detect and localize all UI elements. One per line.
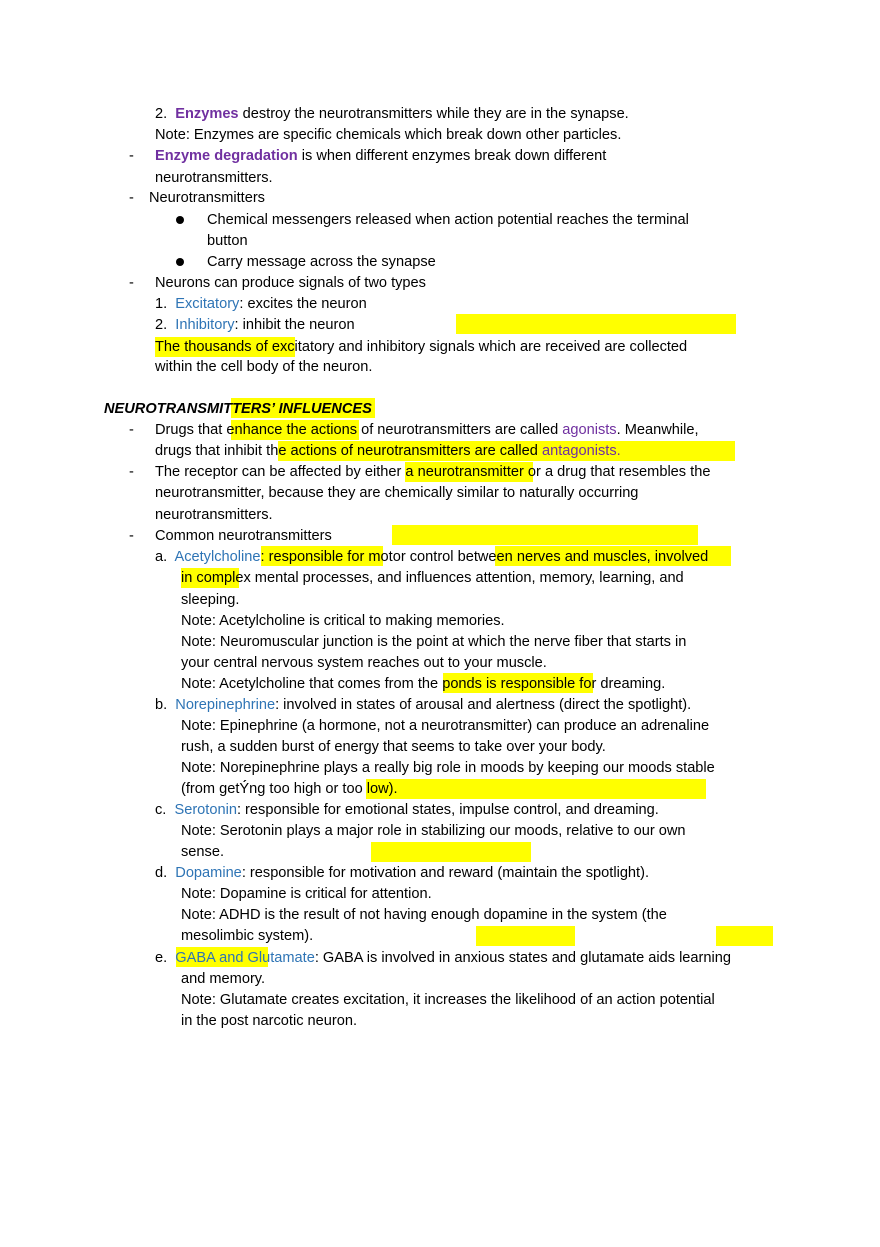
bullet-icon bbox=[176, 252, 184, 272]
text: . Meanwhile, bbox=[616, 422, 699, 438]
ser-note-cont: sense. bbox=[181, 844, 224, 860]
nt-bullet-2: Carry message across the synapse bbox=[207, 254, 436, 270]
signals-item-1 bbox=[155, 294, 367, 314]
text: TERS’ INFLUENCES bbox=[232, 401, 372, 417]
ach-line-3: sleeping. bbox=[181, 592, 240, 608]
dash-marker: - bbox=[129, 275, 134, 291]
text: : responsible for emotional states, impulse control, and dreaming. bbox=[236, 802, 659, 818]
ser-note: Note: Serotonin plays a major role in stabilizing our moods, relative to our own bbox=[181, 823, 686, 839]
text: drugs that inhibit bbox=[155, 443, 267, 459]
section-heading bbox=[104, 399, 372, 419]
highlight-mark bbox=[392, 525, 698, 545]
nor-note-2: Note: Norepinephrine plays a really big role in moods by keeping our moods stable bbox=[181, 760, 715, 776]
text: : involved in states of arousal and alertness (direct the spotlight). bbox=[275, 697, 692, 713]
list-letter: e. bbox=[155, 950, 168, 966]
keyword-enzymes: Enzymes bbox=[175, 106, 239, 122]
text: ved bbox=[684, 549, 709, 565]
term-and-glu: and Glu bbox=[215, 950, 271, 966]
ach-line-2 bbox=[181, 568, 684, 588]
highlight-mark bbox=[716, 926, 773, 946]
drugs-line bbox=[155, 420, 699, 440]
term-serotonin: Serotonin bbox=[174, 802, 237, 818]
text: oo low). bbox=[346, 781, 398, 797]
highlight-mark bbox=[366, 779, 706, 799]
nor-note-1: Note: Epinephrine (a hormone, not a neurotransmitter) can produce an adrenaline bbox=[181, 718, 710, 734]
highlight-mark bbox=[456, 314, 736, 334]
text: . bbox=[616, 443, 621, 459]
text: : responsible for bbox=[260, 549, 365, 565]
text: (from getÝ́ng too high or t bbox=[181, 781, 347, 797]
list-letter: a. bbox=[155, 549, 168, 565]
highlight-mark bbox=[371, 842, 531, 862]
dash-marker: - bbox=[129, 148, 134, 164]
nor-note-1-cont: rush, a sudden burst of energy that seems to take over your body. bbox=[181, 739, 606, 755]
text: Drugs that bbox=[155, 422, 227, 438]
highlight-mark bbox=[476, 926, 575, 946]
nt-bullet-1-cont: button bbox=[207, 233, 248, 249]
nt-label: Neurotransmitters bbox=[149, 190, 265, 206]
term-antagonists: antagonists bbox=[541, 443, 617, 459]
signals-item-2 bbox=[155, 315, 355, 335]
term-dopamine: Dopamine bbox=[175, 865, 242, 881]
list-number: 2. bbox=[155, 317, 168, 333]
text: in compl bbox=[181, 570, 236, 586]
text: The thousands of ex bbox=[155, 339, 288, 355]
text: Note: Acetylcholine that comes from bbox=[181, 676, 418, 692]
receptor-line-2: neurotransmitter, because they are chemically similar to naturally occurring bbox=[155, 485, 639, 501]
common-label: Common neurotransmitters bbox=[155, 528, 332, 544]
degradation-line bbox=[155, 146, 606, 166]
nt-bullet-1: Chemical messengers released when action potential reaches the terminal bbox=[207, 212, 689, 228]
signals-summary bbox=[155, 337, 687, 357]
list-letter: d. bbox=[155, 865, 168, 881]
nor-line bbox=[155, 695, 691, 715]
text: The receptor can be affected by eith bbox=[155, 464, 389, 480]
keyword-enzyme-degradation: Enzyme degradation bbox=[155, 148, 298, 164]
dop-note-2-cont: mesolimbic system). bbox=[181, 928, 314, 944]
list-letter: c. bbox=[155, 802, 167, 818]
text: citatory and inhibitory signals which are received are collected bbox=[287, 339, 688, 355]
signals-intro: Neurons can produce signals of two types bbox=[155, 275, 426, 291]
term-acetylcholine-end: e bbox=[252, 549, 261, 565]
list-number: 1. bbox=[155, 296, 168, 312]
text: motor control b bbox=[364, 549, 466, 565]
ach-note-2: Note: Neuromuscular junction is the point at which the nerve fiber that starts in bbox=[181, 634, 687, 650]
text: : inhibit the neuron bbox=[234, 317, 355, 333]
list-number: 2. bbox=[155, 106, 168, 122]
term-excitatory: Excitatory bbox=[175, 296, 240, 312]
text: ble for dreaming. bbox=[555, 676, 666, 692]
text: is when different enzymes break down different bbox=[297, 148, 607, 164]
ach-note-2-cont: your central nervous system reaches out to your muscle. bbox=[181, 655, 547, 671]
dash-marker: - bbox=[129, 528, 134, 544]
gaba-line bbox=[155, 948, 731, 968]
nor-note-2-cont bbox=[181, 779, 398, 799]
dop-note-2: Note: ADHD is the result of not having enough dopamine in the system (the bbox=[181, 907, 667, 923]
gaba-note-cont: in the post narcotic neuron. bbox=[181, 1013, 358, 1029]
text: NEUROTRANSMIT bbox=[104, 401, 233, 417]
term-agonists: agonists bbox=[562, 422, 617, 438]
dash-marker: - bbox=[129, 190, 134, 206]
term-acetylcholine: Acetylcholin bbox=[174, 549, 253, 565]
bullet-icon bbox=[176, 210, 184, 230]
receptor-line-3: neurotransmitters. bbox=[155, 507, 273, 523]
text: ex mental processes, and influences attention, memory, learning, and bbox=[235, 570, 684, 586]
drugs-line-2 bbox=[155, 441, 621, 461]
text: enhance the actio bbox=[226, 422, 342, 438]
degradation-line-2: neurotransmitters. bbox=[155, 170, 273, 186]
dop-line bbox=[155, 863, 649, 883]
text: ns of neurotransmitters are called bbox=[341, 422, 563, 438]
receptor-line bbox=[155, 462, 710, 482]
text: itter or a drug that resembles the bbox=[499, 464, 711, 480]
text: er a neurotransm bbox=[388, 464, 500, 480]
ach-note-1: Note: Acetylcholine is critical to making memories. bbox=[181, 613, 505, 629]
text: the actions of neurotransmitters are called bbox=[266, 443, 542, 459]
list-letter: b. bbox=[155, 697, 168, 713]
dash-marker: - bbox=[129, 464, 134, 480]
text: : GABA is involved in anxious states and glutamate aids learning bbox=[314, 950, 731, 966]
gaba-line-2: and memory. bbox=[181, 971, 266, 987]
dop-note-1: Note: Dopamine is critical for attention. bbox=[181, 886, 432, 902]
enzymes-note: Note: Enzymes are specific chemicals which break down other particles. bbox=[155, 127, 622, 143]
text: : responsible for motivation and reward (maintain the spotlight). bbox=[241, 865, 650, 881]
text: : excites the neuron bbox=[239, 296, 367, 312]
gaba-note: Note: Glutamate creates excitation, it increases the likelihood of an action potential bbox=[181, 992, 715, 1008]
term-glutamate: tamate bbox=[270, 950, 315, 966]
term-gaba: GABA bbox=[175, 950, 216, 966]
text: the ponds is responsi bbox=[417, 676, 556, 692]
dash-marker: - bbox=[129, 422, 134, 438]
text: destroy the neurotransmitters while they are in the synapse. bbox=[238, 106, 629, 122]
ser-line bbox=[155, 800, 659, 820]
term-norepinephrine: Norepinephrine bbox=[175, 697, 276, 713]
text: etween nerves and muscles, invol bbox=[465, 549, 685, 565]
signals-summary-2: within the cell body of the neuron. bbox=[155, 359, 373, 375]
enzymes-line bbox=[155, 104, 629, 124]
ach-note-3 bbox=[181, 674, 665, 694]
term-inhibitory: Inhibitory bbox=[175, 317, 235, 333]
ach-line bbox=[155, 547, 708, 567]
